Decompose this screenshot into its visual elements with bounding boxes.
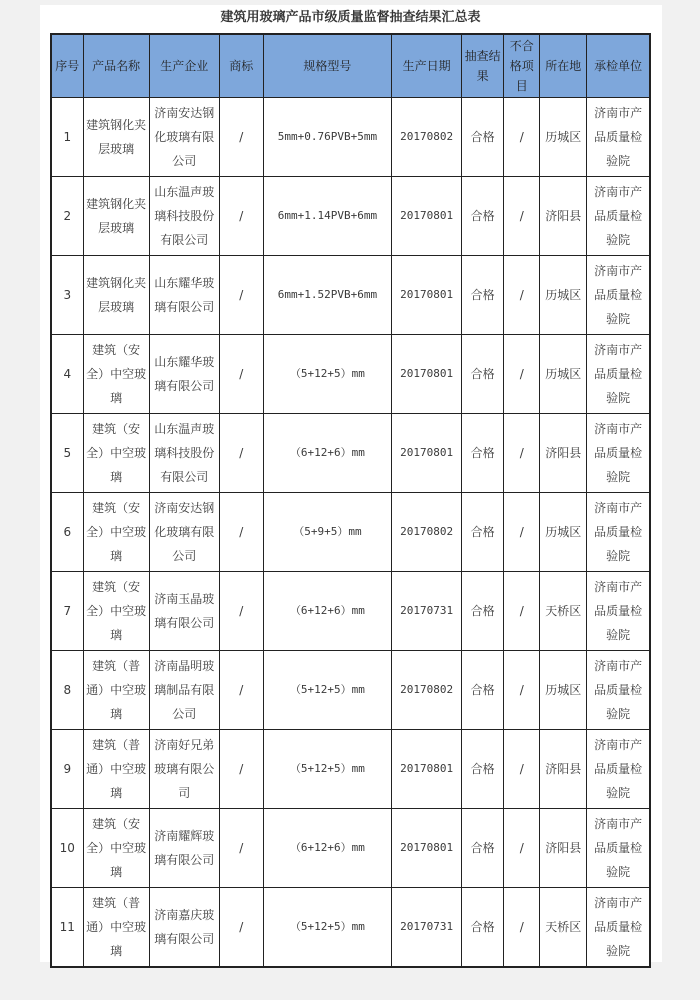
cell: 20170731 <box>392 888 462 968</box>
table-row <box>51 256 650 335</box>
cell: 济南市产品质量检验院 <box>587 888 650 968</box>
cell: 6mm+1.52PVB+6mm <box>263 256 391 335</box>
cell: / <box>219 335 263 414</box>
cell: 7 <box>51 572 83 651</box>
document-panel <box>40 5 662 962</box>
cell: / <box>504 730 540 809</box>
cell: 济阳县 <box>540 177 587 256</box>
table-row <box>51 809 650 888</box>
cell: 20170731 <box>392 572 462 651</box>
table-row <box>51 730 650 809</box>
cell: 建筑（安全）中空玻璃 <box>83 572 149 651</box>
table-body <box>51 98 650 968</box>
cell: 济南晶明玻璃制品有限公司 <box>149 651 219 730</box>
cell: 合格 <box>462 177 504 256</box>
cell: / <box>219 98 263 177</box>
cell: / <box>219 256 263 335</box>
cell: 合格 <box>462 730 504 809</box>
cell: 20170801 <box>392 414 462 493</box>
table-row <box>51 335 650 414</box>
cell: 合格 <box>462 888 504 968</box>
cell: 济南市产品质量检验院 <box>587 335 650 414</box>
table-row <box>51 493 650 572</box>
cell: / <box>219 730 263 809</box>
cell: 20170802 <box>392 98 462 177</box>
table-row <box>51 98 650 177</box>
cell: 合格 <box>462 809 504 888</box>
cell: 济南市产品质量检验院 <box>587 414 650 493</box>
cell: / <box>504 414 540 493</box>
cell: 建筑（安全）中空玻璃 <box>83 809 149 888</box>
column-header-6: 抽查结果 <box>462 34 504 98</box>
table-row <box>51 651 650 730</box>
cell: 11 <box>51 888 83 968</box>
cell: （5+12+5）mm <box>263 888 391 968</box>
cell: 济南市产品质量检验院 <box>587 98 650 177</box>
cell: 5mm+0.76PVB+5mm <box>263 98 391 177</box>
cell: 建筑（普通）中空玻璃 <box>83 651 149 730</box>
column-header-2: 生产企业 <box>149 34 219 98</box>
cell: 合格 <box>462 98 504 177</box>
cell: / <box>504 98 540 177</box>
cell: 济南好兄弟玻璃有限公司 <box>149 730 219 809</box>
cell: 合格 <box>462 256 504 335</box>
cell: 4 <box>51 335 83 414</box>
cell: 济南玉晶玻璃有限公司 <box>149 572 219 651</box>
cell: 建筑（安全）中空玻璃 <box>83 493 149 572</box>
cell: / <box>219 177 263 256</box>
cell: 20170801 <box>392 335 462 414</box>
cell: 合格 <box>462 651 504 730</box>
cell: 20170802 <box>392 651 462 730</box>
cell: 济阳县 <box>540 809 587 888</box>
cell: / <box>219 414 263 493</box>
cell: 济南市产品质量检验院 <box>587 809 650 888</box>
column-header-9: 承检单位 <box>587 34 650 98</box>
page-title: 建筑用玻璃产品市级质量监督抽查结果汇总表 <box>220 10 481 25</box>
cell: 历城区 <box>540 493 587 572</box>
cell: 合格 <box>462 414 504 493</box>
cell: 3 <box>51 256 83 335</box>
cell: 建筑（安全）中空玻璃 <box>83 414 149 493</box>
cell: （6+12+6）mm <box>263 809 391 888</box>
cell: / <box>504 177 540 256</box>
cell: 建筑（安全）中空玻璃 <box>83 335 149 414</box>
cell: 济南安达钢化玻璃有限公司 <box>149 493 219 572</box>
cell: / <box>504 809 540 888</box>
cell: 20170801 <box>392 730 462 809</box>
cell: 山东温声玻璃科技股份有限公司 <box>149 414 219 493</box>
cell: / <box>219 651 263 730</box>
cell: 济南嘉庆玻璃有限公司 <box>149 888 219 968</box>
cell: 济阳县 <box>540 414 587 493</box>
cell: 8 <box>51 651 83 730</box>
cell: 天桥区 <box>540 888 587 968</box>
cell: 济南市产品质量检验院 <box>587 572 650 651</box>
cell: / <box>504 493 540 572</box>
cell: / <box>219 493 263 572</box>
cell: 历城区 <box>540 256 587 335</box>
cell: 济南市产品质量检验院 <box>587 493 650 572</box>
table-row <box>51 414 650 493</box>
cell: （5+12+5）mm <box>263 730 391 809</box>
cell: / <box>219 572 263 651</box>
cell: 20170801 <box>392 809 462 888</box>
cell: 建筑钢化夹层玻璃 <box>83 256 149 335</box>
cell: 合格 <box>462 335 504 414</box>
cell: 20170801 <box>392 256 462 335</box>
cell: 9 <box>51 730 83 809</box>
cell: 建筑（普通）中空玻璃 <box>83 730 149 809</box>
cell: 6mm+1.14PVB+6mm <box>263 177 391 256</box>
cell: （5+12+5）mm <box>263 335 391 414</box>
cell: 20170802 <box>392 493 462 572</box>
cell: 济南市产品质量检验院 <box>587 730 650 809</box>
column-header-0: 序号 <box>51 34 83 98</box>
cell: 济阳县 <box>540 730 587 809</box>
column-header-7: 不合格项目 <box>504 34 540 98</box>
cell: / <box>219 888 263 968</box>
cell: 6 <box>51 493 83 572</box>
cell: 10 <box>51 809 83 888</box>
cell: / <box>504 651 540 730</box>
cell: / <box>504 256 540 335</box>
table-header-row <box>51 34 650 98</box>
cell: 济南耀辉玻璃有限公司 <box>149 809 219 888</box>
cell: 合格 <box>462 572 504 651</box>
cell: 济南安达钢化玻璃有限公司 <box>149 98 219 177</box>
cell: 20170801 <box>392 177 462 256</box>
cell: 济南市产品质量检验院 <box>587 256 650 335</box>
column-header-3: 商标 <box>219 34 263 98</box>
cell: 山东耀华玻璃有限公司 <box>149 256 219 335</box>
cell: （5+9+5）mm <box>263 493 391 572</box>
cell: / <box>504 572 540 651</box>
cell: 历城区 <box>540 651 587 730</box>
cell: 历城区 <box>540 335 587 414</box>
cell: / <box>504 335 540 414</box>
cell: 2 <box>51 177 83 256</box>
column-header-5: 生产日期 <box>392 34 462 98</box>
cell: / <box>504 888 540 968</box>
cell: 济南市产品质量检验院 <box>587 177 650 256</box>
cell: 天桥区 <box>540 572 587 651</box>
cell: / <box>219 809 263 888</box>
cell: （6+12+6）mm <box>263 572 391 651</box>
cell: （5+12+5）mm <box>263 651 391 730</box>
cell: 合格 <box>462 493 504 572</box>
column-header-4: 规格型号 <box>263 34 391 98</box>
cell: 5 <box>51 414 83 493</box>
cell: 建筑钢化夹层玻璃 <box>83 98 149 177</box>
column-header-8: 所在地 <box>540 34 587 98</box>
cell: 山东温声玻璃科技股份有限公司 <box>149 177 219 256</box>
cell: 历城区 <box>540 98 587 177</box>
inspection-results-table <box>50 33 651 968</box>
column-header-1: 产品名称 <box>83 34 149 98</box>
table-row <box>51 888 650 968</box>
cell: 建筑（普通）中空玻璃 <box>83 888 149 968</box>
table-header <box>51 34 650 98</box>
table-row <box>51 572 650 651</box>
cell: （6+12+6）mm <box>263 414 391 493</box>
cell: 山东耀华玻璃有限公司 <box>149 335 219 414</box>
table-row <box>51 177 650 256</box>
cell: 建筑钢化夹层玻璃 <box>83 177 149 256</box>
cell: 1 <box>51 98 83 177</box>
cell: 济南市产品质量检验院 <box>587 651 650 730</box>
